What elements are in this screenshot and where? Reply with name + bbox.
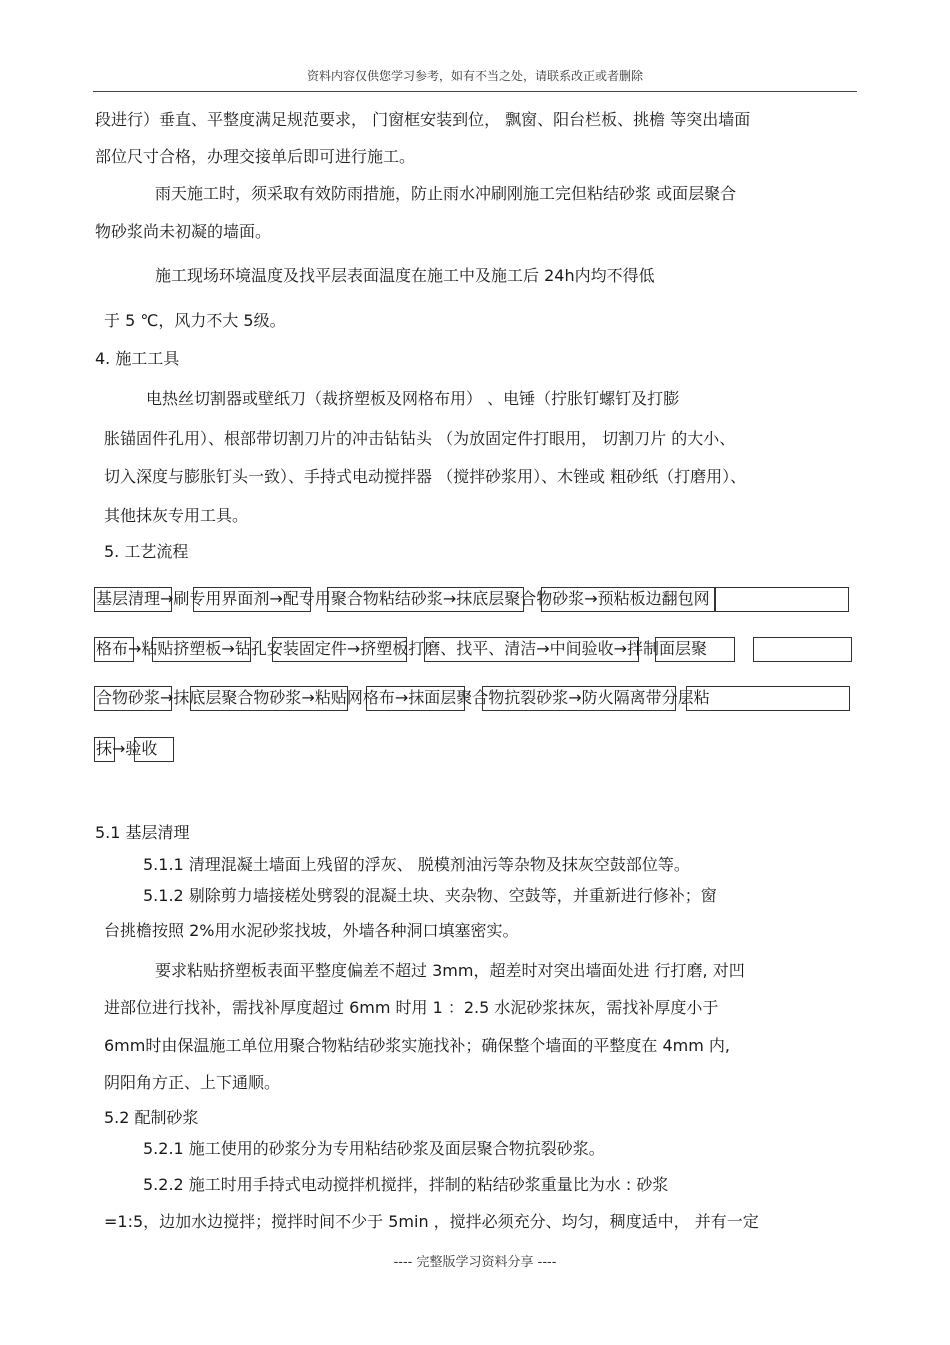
text-line: 台挑檐按照 2%用水泥砂浆找坡，外墙各种洞口填塞密实。 (104, 921, 519, 940)
flow-box (686, 686, 850, 711)
text-line: 部位尺寸合格，办理交接单后即可进行施工。 (95, 147, 416, 166)
flow-line: 合物砂浆→抹底层聚合物砂浆→粘贴网格布→抹面层聚合物抗裂砂浆→防火隔离带分层粘 (96, 688, 710, 707)
flow-line: 抹→验收 (96, 739, 158, 758)
flow-line: 基层清理→刷专用界面剂→配专用聚合物粘结砂浆→抹底层聚合物砂浆→预粘板边翻包网 (96, 589, 710, 608)
text-line: 5.2.2 施工时用手持式电动搅拌机搅拌，拌制的粘结砂浆重量比为水 : 砂浆 (143, 1175, 669, 1194)
text-line: 6mm时由保温施工单位用聚合物粘结砂浆实施找补；确保整个墙面的平整度在 4mm 内, (104, 1036, 730, 1055)
flow-box (753, 637, 852, 662)
text-line: 施工现场环境温度及找平层表面温度在施工中及施工后 24h内均不得低 (155, 266, 655, 285)
text-line: 5.2.1 施工使用的砂浆分为专用粘结砂浆及面层聚合物抗裂砂浆。 (143, 1139, 605, 1158)
text-line: 物砂浆尚未初凝的墙面。 (95, 222, 272, 241)
page-header: 资料内容仅供您学习参考，如有不当之处，请联系改正或者删除 (306, 69, 643, 83)
text-line: 阴阳角方正、上下通顺。 (104, 1073, 281, 1092)
flow-line: 格布→粘贴挤塑板→钻孔安装固定件→挤塑板打磨、找平、清洁→中间验收→拌制面层聚 (96, 639, 708, 658)
page-footer: ---- 完整版学习资料分享 ---- (393, 1255, 557, 1270)
text-line: 段进行）垂直、平整度满足规范要求， 门窗框安装到位， 飘窗、阳台栏板、挑檐 等突出墙面 (95, 110, 751, 129)
text-line: 于 5 ℃，风力不大 5级。 (104, 311, 286, 330)
text-line: 进部位进行找补，需找补厚度超过 6mm 时用 1 ：2.5 水泥砂浆抹灰，需找补厚度小于 (104, 998, 719, 1017)
text-line: 5.1.1 清理混凝土墙面上残留的浮灰、 脱模剂油污等杂物及抹灰空鼓部位等。 (143, 855, 690, 874)
text-line: 其他抹灰专用工具。 (104, 506, 249, 525)
section-heading: 5. 工艺流程 (104, 542, 189, 561)
text-line: 切入深度与膨胀钉头一致）、手持式电动搅拌器 （搅拌砂浆用）、木锉或 粗砂纸（打磨用）、 (104, 467, 747, 486)
section-heading: 4. 施工工具 (95, 349, 180, 368)
text-line: 电热丝切割器或壁纸刀（裁挤塑板及网格布用） 、电锤（拧胀钉螺钉及打膨 (146, 389, 680, 408)
text-line: 胀锚固件孔用）、根部带切割刀片的冲击钻钻头 （为放固定件打眼用， 切割刀片 的大小、 (104, 429, 736, 448)
section-heading: 5.1 基层清理 (95, 823, 190, 842)
text-line: 要求粘贴挤塑板表面平整度偏差不超过 3mm，超差时对突出墙面处进 行打磨, 对凹 (155, 961, 745, 980)
section-heading: 5.2 配制砂浆 (104, 1108, 199, 1127)
header-divider (93, 91, 857, 92)
text-line: 5.1.2 剔除剪力墙接槎处劈裂的混凝土块、夹杂物、空鼓等，并重新进行修补；窗 (143, 886, 717, 905)
text-line: =1:5，边加水边搅拌；搅拌时间不少于 5min ，搅拌必须充分、均匀，稠度适中， 并有一定 (104, 1212, 759, 1231)
flow-box (714, 587, 849, 612)
text-line: 雨天施工时，须采取有效防雨措施，防止雨水冲刷刚施工完但粘结砂浆 或面层聚合 (155, 184, 737, 203)
